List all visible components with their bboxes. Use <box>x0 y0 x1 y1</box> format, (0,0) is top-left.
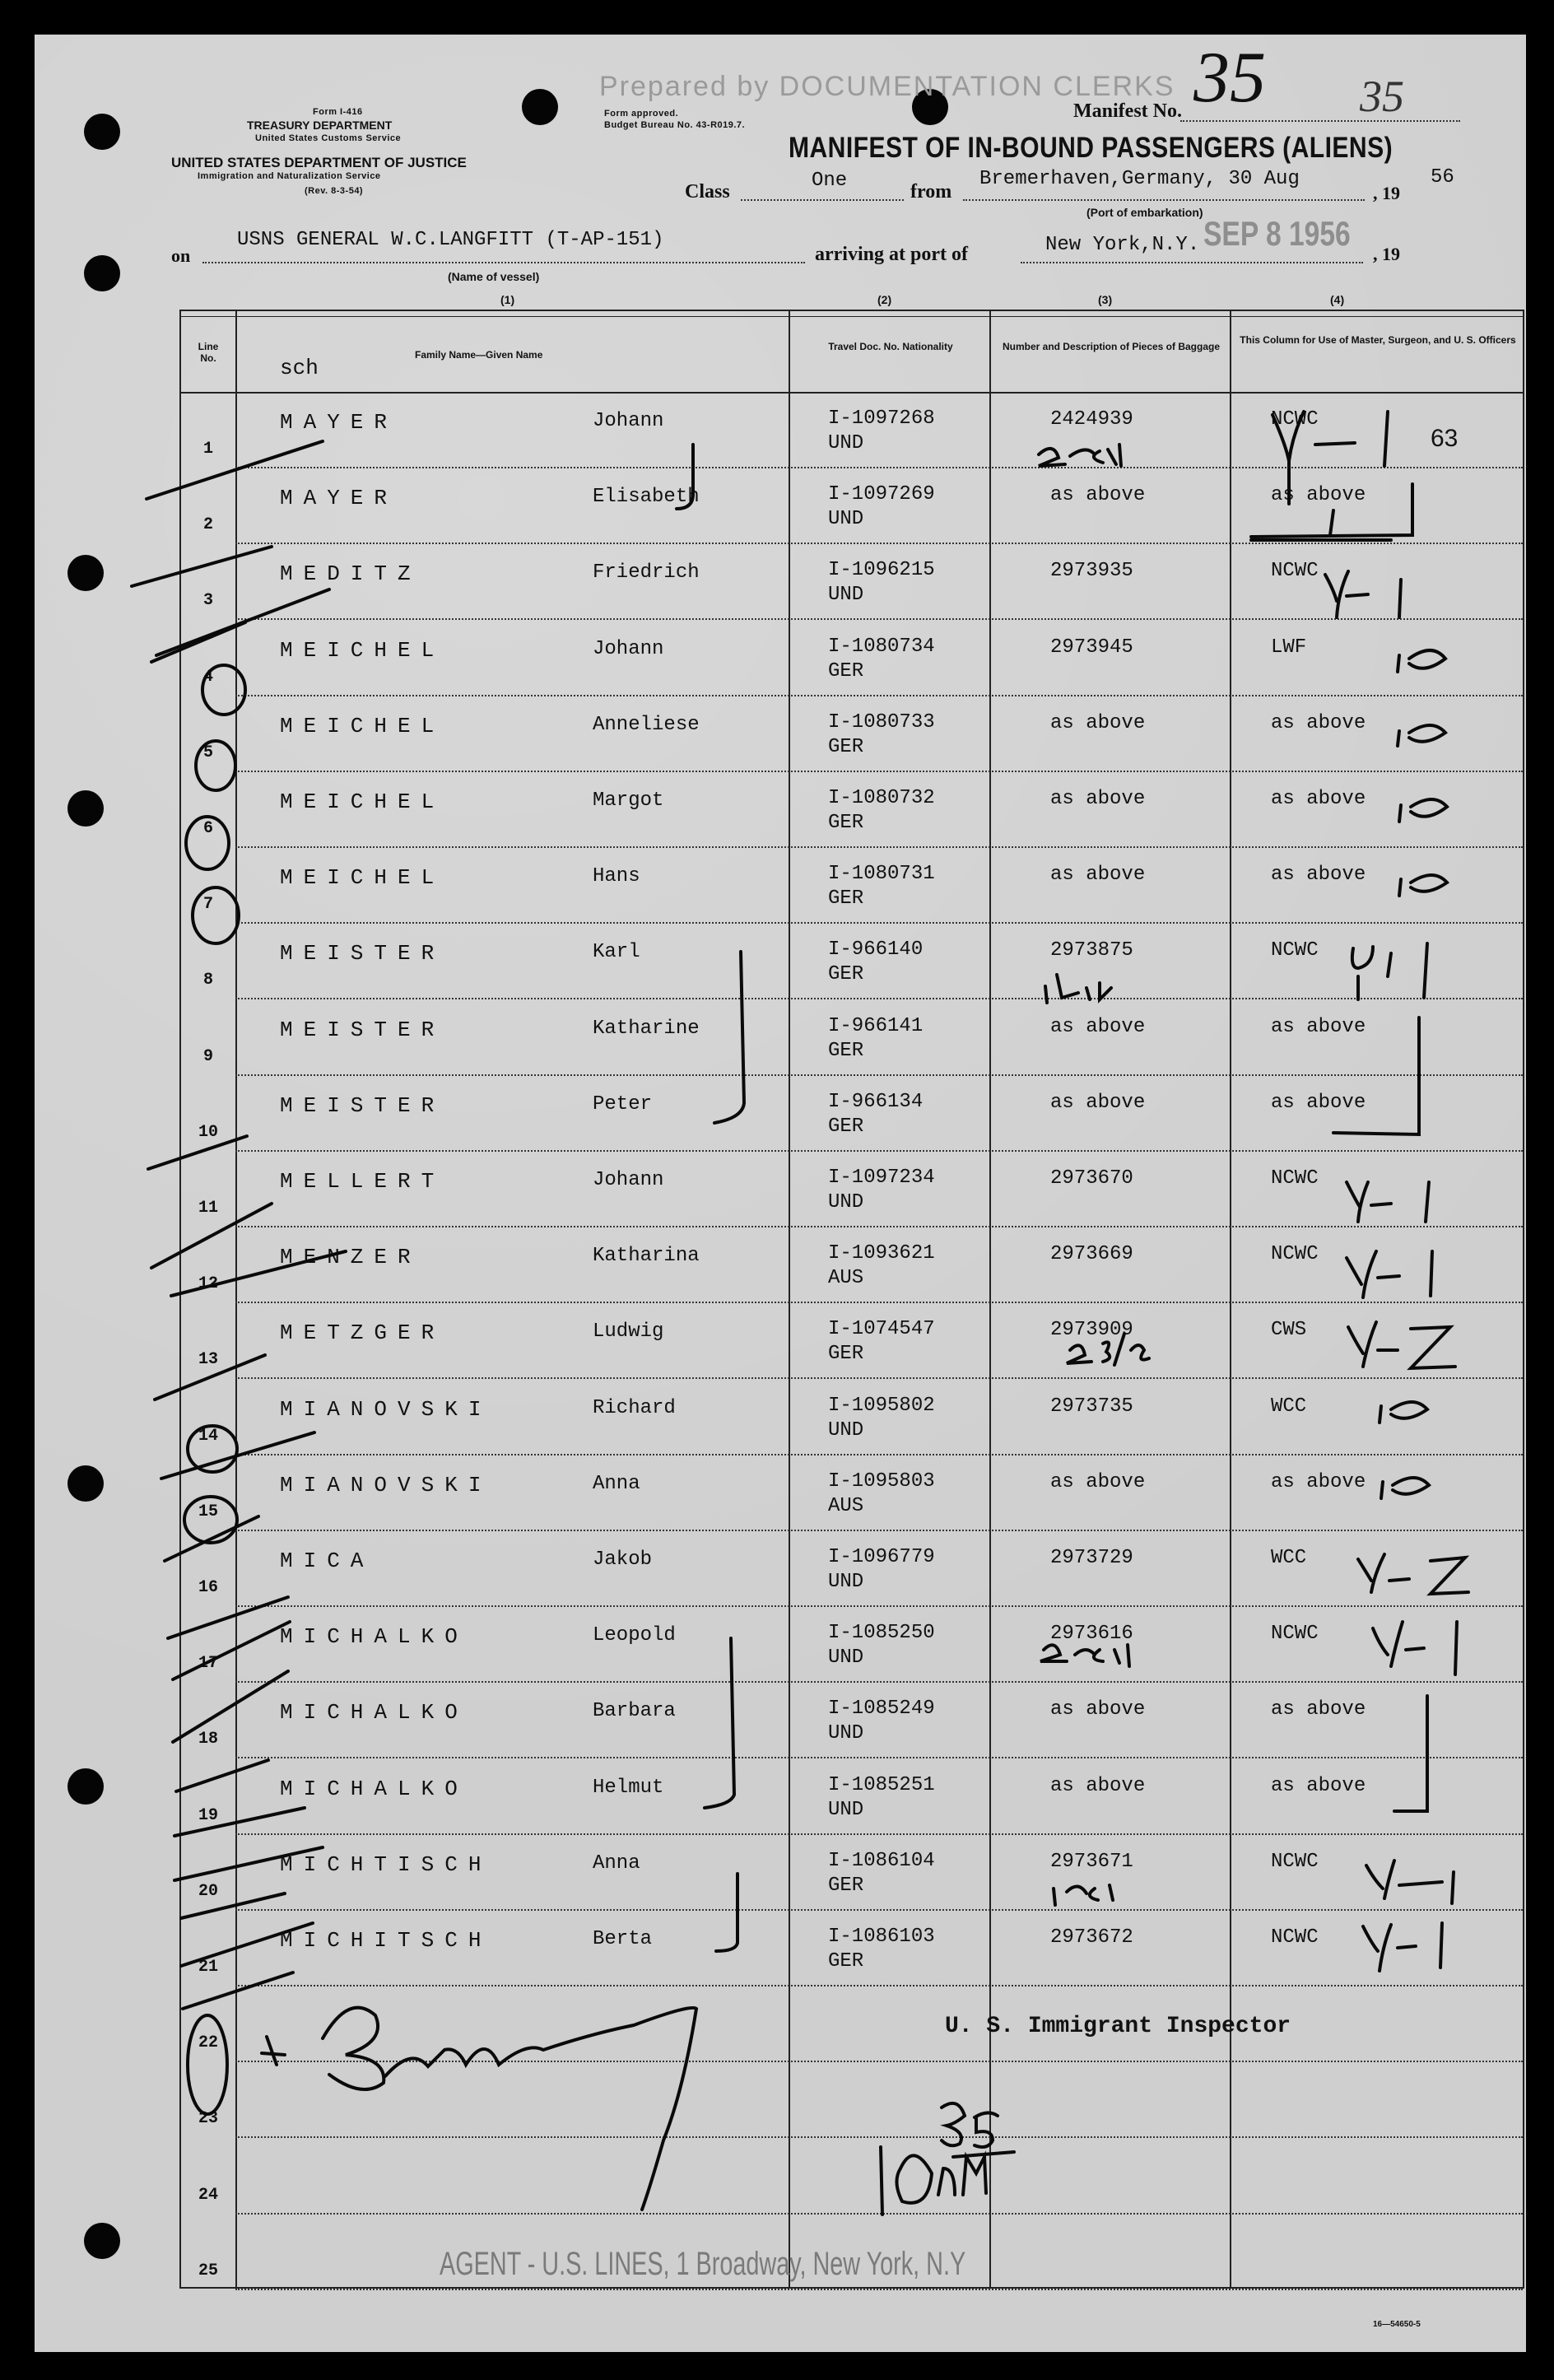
line-number: 13 <box>198 1350 218 1370</box>
form-number: Form I-416 <box>313 107 363 117</box>
line-number: 18 <box>198 1730 218 1749</box>
form-approved: Form approved. <box>604 109 679 119</box>
baggage-number: 2973909 <box>1050 1319 1133 1342</box>
given-name: Jakob <box>593 1549 653 1571</box>
baggage-number: 2973735 <box>1050 1395 1133 1418</box>
line-number: 10 <box>198 1122 218 1142</box>
nationality: GER <box>828 1343 864 1366</box>
given-name: Elisabeth <box>593 486 700 509</box>
travel-doc-number: I-1097234 <box>828 1167 935 1189</box>
punch-hole <box>84 2223 120 2259</box>
port-caption: (Port of embarkation) <box>1086 206 1203 219</box>
table-row <box>235 1381 1523 1455</box>
family-name: MICHALKO <box>280 1700 468 1726</box>
table-row <box>235 1760 1523 1835</box>
travel-doc <box>828 1545 935 1595</box>
col-header-doc: Travel Doc. No. Nationality <box>828 341 953 352</box>
punch-hole <box>67 1768 104 1805</box>
travel-doc-number: I-966134 <box>828 1090 924 1113</box>
baggage-number: as above <box>1050 788 1146 810</box>
officer-note: NCWC <box>1271 1243 1319 1266</box>
travel-doc-number: I-1085250 <box>828 1622 935 1645</box>
travel-doc-number: I-1074547 <box>828 1318 935 1341</box>
baggage-number: 2973729 <box>1050 1547 1133 1569</box>
line-number: 20 <box>198 1881 218 1901</box>
nationality: UND <box>828 584 864 607</box>
nationality: GER <box>828 735 864 758</box>
given-name: Hans <box>593 865 640 888</box>
col-header-line: Line No. <box>198 341 219 364</box>
family-name: MEICHEL <box>280 789 445 814</box>
travel-doc <box>828 862 935 911</box>
baggage-number: as above <box>1050 864 1146 887</box>
arriving-label: arriving at port of <box>815 244 968 265</box>
table-row <box>235 697 1523 772</box>
on-label: on <box>171 245 191 266</box>
family-name: MAYER <box>280 410 398 435</box>
travel-doc <box>828 1241 935 1291</box>
travel-doc <box>828 938 923 987</box>
col-sch-note: sch <box>280 356 319 380</box>
family-name: MICHTISCH <box>280 1851 492 1877</box>
baggage-number: 2973945 <box>1050 636 1133 659</box>
travel-doc <box>828 786 935 836</box>
nationality: GER <box>828 812 864 834</box>
table-row <box>235 1532 1523 1607</box>
agent-stamp: AGENT - U.S. LINES, 1 Broadway, New York, N.Y <box>440 2246 966 2282</box>
officer-note: NCWC <box>1271 1926 1319 1949</box>
nationality: GER <box>828 1039 864 1062</box>
travel-doc-number: I-1095802 <box>828 1394 935 1417</box>
table-row <box>235 1456 1523 1531</box>
officer-note: CWS <box>1271 1319 1307 1342</box>
travel-doc <box>828 1925 935 1974</box>
table-row <box>235 1153 1523 1227</box>
officer-note: as above <box>1271 1698 1366 1721</box>
punch-hole <box>84 255 120 291</box>
line-number: 8 <box>202 971 213 990</box>
given-name: Karl <box>593 941 640 964</box>
officer-note: as above <box>1271 1091 1366 1114</box>
given-name: Katharina <box>593 1245 700 1268</box>
line-number: 25 <box>198 2261 218 2280</box>
nationality: UND <box>828 508 864 531</box>
nationality: UND <box>828 1418 864 1442</box>
nationality: GER <box>828 887 864 911</box>
baggage-number: 2424939 <box>1050 408 1133 431</box>
table-row <box>235 394 1523 468</box>
travel-doc <box>828 1469 935 1519</box>
family-name: MICA <box>280 1549 375 1573</box>
officer-note: as above <box>1271 788 1366 810</box>
family-name: MEICHEL <box>280 865 445 891</box>
given-name: Johann <box>593 410 664 432</box>
arrival-stamp: SEP 8 1956 <box>1203 214 1351 253</box>
budget-bureau: Budget Bureau No. 43-R019.7. <box>604 120 746 130</box>
nationality: UND <box>828 1722 864 1745</box>
travel-doc <box>828 1697 935 1746</box>
from-label: from <box>910 181 952 203</box>
given-name: Peter <box>593 1092 653 1115</box>
baggage-number: 2973671 <box>1050 1850 1133 1873</box>
family-name: METZGER <box>280 1320 445 1346</box>
family-name: MELLERT <box>280 1169 445 1194</box>
family-name: MENZER <box>280 1245 421 1270</box>
given-name: Katharine <box>593 1017 700 1040</box>
line-number: 17 <box>198 1654 218 1674</box>
travel-doc <box>828 1090 923 1139</box>
punch-hole <box>67 555 104 591</box>
officer-note: NCWC <box>1271 939 1319 962</box>
officer-note: WCC <box>1271 1395 1307 1418</box>
class-value: One <box>812 170 848 192</box>
officer-note: as above <box>1271 1470 1366 1493</box>
vessel-caption: (Name of vessel) <box>448 270 540 283</box>
year-suffix: , 19 <box>1373 244 1400 264</box>
year-prefix: , 19 <box>1373 183 1400 203</box>
nationality: GER <box>828 659 864 682</box>
table-row <box>235 1304 1523 1379</box>
officer-note: NCWC <box>1271 1850 1319 1873</box>
officer-note: as above <box>1271 1015 1366 1038</box>
travel-doc-number: I-1096779 <box>828 1546 935 1568</box>
nationality: GER <box>828 963 864 986</box>
given-name: Anna <box>593 1472 640 1495</box>
manifest-title: MANIFEST OF IN-BOUND PASSENGERS (ALIENS) <box>789 132 1393 164</box>
embark-port: Bremerhaven,Germany, 30 Aug <box>979 168 1300 190</box>
col-header-name: Family Name—Given Name <box>415 349 543 361</box>
table-row <box>235 1001 1523 1076</box>
table-row <box>235 622 1523 696</box>
family-name: MEISTER <box>280 1017 445 1042</box>
baggage-number: as above <box>1050 1774 1146 1797</box>
family-name: MEISTER <box>280 941 445 966</box>
given-name: Helmut <box>593 1776 664 1799</box>
customs-service: United States Customs Service <box>255 133 402 143</box>
officer-note: NCWC <box>1271 1167 1319 1190</box>
table-row <box>235 925 1523 999</box>
class-label: Class <box>685 181 730 203</box>
travel-doc <box>828 635 935 684</box>
nationality: GER <box>828 1874 864 1897</box>
travel-doc-number: I-966140 <box>828 938 924 962</box>
family-name: MEICHEL <box>280 713 445 738</box>
given-name: Margot <box>593 789 664 812</box>
officer-note: LWF <box>1271 636 1307 659</box>
col-header-baggage: Number and Description of Pieces of Baggage <box>1002 341 1221 352</box>
travel-doc-number: I-1085251 <box>828 1773 935 1796</box>
travel-doc-number: I-1096215 <box>828 559 935 582</box>
travel-doc <box>828 710 935 760</box>
travel-doc-number: I-1080733 <box>828 710 935 734</box>
col-num-2: (2) <box>877 293 892 306</box>
travel-doc <box>828 1621 935 1670</box>
empty-row <box>235 2140 1523 2215</box>
travel-doc-number: I-1097268 <box>828 408 935 430</box>
family-name: MEISTER <box>280 1092 445 1118</box>
travel-doc <box>828 1773 935 1823</box>
travel-doc-number: I-1080734 <box>828 635 935 658</box>
travel-doc-number: I-1086104 <box>828 1849 935 1872</box>
given-name: Barbara <box>593 1700 676 1723</box>
inspector-title: U. S. Immigrant Inspector <box>945 2014 1291 2039</box>
travel-doc-number: I-1093621 <box>828 1242 935 1265</box>
nationality: UND <box>828 1798 864 1821</box>
manifest-number-dup: 35 <box>1360 72 1404 121</box>
line-number: 12 <box>198 1274 218 1294</box>
handwritten-63: 63 <box>1431 425 1459 452</box>
travel-doc <box>828 407 935 456</box>
line-number: 15 <box>198 1502 218 1521</box>
col-num-4: (4) <box>1330 293 1345 306</box>
given-name: Friedrich <box>593 561 700 585</box>
officer-note: WCC <box>1271 1547 1307 1569</box>
nationality: UND <box>828 432 864 454</box>
baggage-number: as above <box>1050 1470 1146 1493</box>
family-name: MAYER <box>280 486 398 511</box>
table-row <box>235 849 1523 924</box>
baggage-number: as above <box>1050 1015 1146 1038</box>
given-name: Leopold <box>593 1624 676 1647</box>
travel-doc-number: I-1085249 <box>828 1698 935 1721</box>
line-number: 22 <box>198 2033 218 2053</box>
print-code: 16—54650-5 <box>1373 2320 1421 2329</box>
travel-doc-number: I-1095803 <box>828 1469 935 1493</box>
nationality: UND <box>828 1191 864 1213</box>
empty-row <box>235 2063 1523 2138</box>
table-row <box>235 545 1523 620</box>
nationality: AUS <box>828 1494 864 1517</box>
table-row <box>235 1684 1523 1758</box>
table-row <box>235 773 1523 848</box>
line-number: 23 <box>198 2109 218 2129</box>
punch-hole <box>84 114 120 150</box>
nationality: AUS <box>828 1267 864 1290</box>
empty-row <box>235 1987 1523 2062</box>
family-name: MIANOVSKI <box>280 1396 492 1422</box>
line-number: 9 <box>202 1046 213 1066</box>
table-row <box>235 1836 1523 1911</box>
baggage-number: 2973670 <box>1050 1167 1133 1190</box>
travel-doc <box>828 482 935 532</box>
nationality: UND <box>828 1646 864 1670</box>
travel-doc <box>828 1394 935 1443</box>
immigration-service: Immigration and Naturalization Service <box>198 171 381 181</box>
family-name: MICHALKO <box>280 1624 468 1650</box>
justice-dept: UNITED STATES DEPARTMENT OF JUSTICE <box>171 155 467 170</box>
travel-doc <box>828 558 935 608</box>
family-name: MIANOVSKI <box>280 1472 492 1497</box>
travel-doc <box>828 1014 923 1064</box>
family-name: MEDITZ <box>280 561 421 587</box>
treasury-dept: TREASURY DEPARTMENT <box>247 119 393 132</box>
table-row <box>235 469 1523 544</box>
officer-note: as above <box>1271 711 1366 734</box>
baggage-number: as above <box>1050 1698 1146 1721</box>
col-num-1: (1) <box>500 293 515 306</box>
officer-note: as above <box>1271 864 1366 887</box>
given-name: Richard <box>593 1396 676 1419</box>
baggage-number: as above <box>1050 484 1146 507</box>
manifest-number: 35 <box>1193 38 1266 118</box>
family-name: MEICHEL <box>280 637 445 663</box>
table-row <box>235 1912 1523 1986</box>
revision: (Rev. 8-3-54) <box>305 186 364 196</box>
punch-hole <box>67 1465 104 1502</box>
given-name: Anneliese <box>593 713 700 736</box>
col-header-officers: This Column for Use of Master, Surgeon, and U. S. Officers <box>1240 334 1516 346</box>
line-number: 24 <box>198 2185 218 2205</box>
officer-note: NCWC <box>1271 1623 1319 1646</box>
given-name: Johann <box>593 637 664 660</box>
baggage-number: 2973669 <box>1050 1243 1133 1266</box>
baggage-number: 2973672 <box>1050 1926 1133 1949</box>
given-name: Ludwig <box>593 1320 664 1344</box>
travel-doc-number: I-966141 <box>828 1014 924 1037</box>
year-value: 56 <box>1431 166 1454 189</box>
nationality: GER <box>828 1115 864 1138</box>
line-number: 16 <box>198 1578 218 1597</box>
manifest-no-label: Manifest No. <box>1073 100 1182 122</box>
given-name: Anna <box>593 1851 640 1875</box>
line-number: 1 <box>202 440 213 459</box>
travel-doc-number: I-1097269 <box>828 483 935 506</box>
given-name: Berta <box>593 1928 653 1950</box>
line-number: 14 <box>198 1426 218 1446</box>
baggage-number: as above <box>1050 1091 1146 1114</box>
table-row <box>235 1608 1523 1683</box>
baggage-number: 2973935 <box>1050 560 1133 583</box>
line-number: 11 <box>198 1199 218 1218</box>
officer-note: as above <box>1271 484 1366 507</box>
vessel-name: USNS GENERAL W.C.LANGFITT (T-AP-151) <box>237 229 664 251</box>
arrival-port: New York,N.Y. <box>1045 234 1200 256</box>
baggage-number: 2973616 <box>1050 1623 1133 1646</box>
table-row <box>235 1077 1523 1152</box>
travel-doc-number: I-1086103 <box>828 1926 935 1948</box>
officer-note: NCWC <box>1271 560 1319 583</box>
punch-hole <box>522 89 558 125</box>
given-name: Johann <box>593 1169 664 1191</box>
punch-hole <box>67 790 104 827</box>
nationality: GER <box>828 1950 864 1972</box>
col-num-3: (3) <box>1098 293 1113 306</box>
baggage-number: as above <box>1050 711 1146 734</box>
officer-note: NCWC <box>1271 408 1319 431</box>
travel-doc <box>828 1849 935 1898</box>
travel-doc-number: I-1080731 <box>828 863 935 886</box>
line-number: 21 <box>198 1958 218 1977</box>
travel-doc <box>828 1317 935 1367</box>
family-name: MICHITSCH <box>280 1928 492 1953</box>
line-number: 2 <box>202 515 213 535</box>
faded-stamp: Prepared by DOCUMENTATION CLERKS <box>599 71 1175 102</box>
travel-doc-number: I-1080732 <box>828 787 935 809</box>
line-number: 6 <box>202 819 213 838</box>
travel-doc <box>828 1166 935 1215</box>
line-number: 5 <box>202 743 213 762</box>
table-row <box>235 1228 1523 1303</box>
officer-note: as above <box>1271 1774 1366 1797</box>
line-number: 19 <box>198 1805 218 1825</box>
family-name: MICHALKO <box>280 1776 468 1801</box>
line-number: 4 <box>202 667 213 687</box>
line-number: 7 <box>202 895 213 915</box>
baggage-number: 2973875 <box>1050 939 1133 962</box>
nationality: UND <box>828 1571 864 1593</box>
line-number: 3 <box>202 591 213 611</box>
